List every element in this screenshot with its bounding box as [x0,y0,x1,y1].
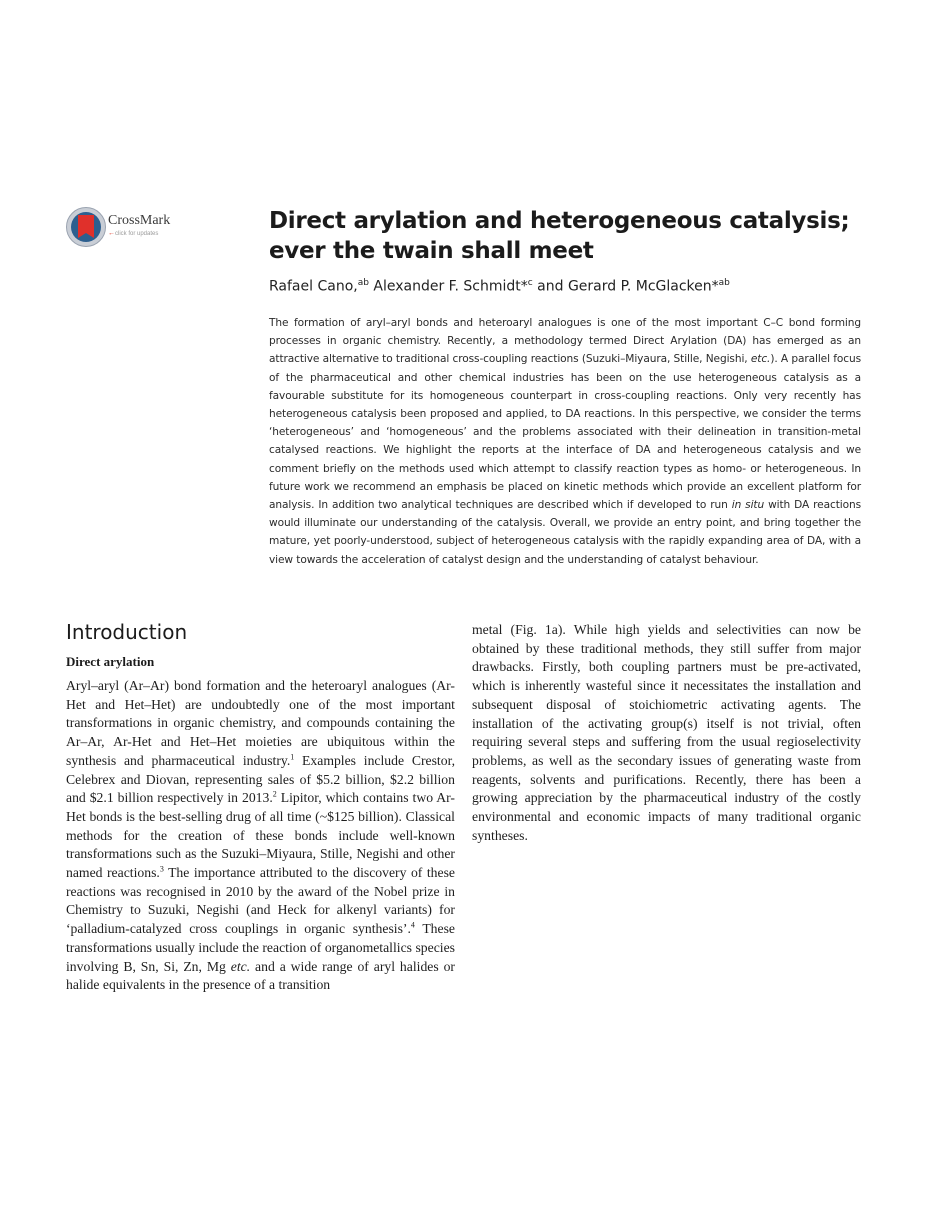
crossmark-bookmark-icon[interactable] [66,207,106,247]
author-affiliation: ab [357,278,369,288]
reference-marker[interactable]: 4 [410,920,415,930]
abstract-italic: in situ [731,499,765,512]
body-text: and a wide range of aryl halides or halide equivalents in the presence of a transition [66,958,455,993]
abstract-text: ). A parallel focus of the pharmaceutical and other chemical industries has been on the use heterogeneous catalysis as a favourable substitute for its homogeneous counterpart in cross-coupling reactions. Only very recently has heterogeneous catalysis been proposed and applied, to DA reactions. In this perspective, we consider the terms ‘heterogeneous’ and ‘homogeneous’ and the problems associated with their delineation in transition-metal catalysed reactions. We highlight the reports at the interface of DA and heterogeneous catalysis and we comment briefly on the methods used which attempt to classify reaction types as homo- or heterogeneous. In future work we recommend an emphasis be placed on kinetic methods which provide an excellent platform for analysis. In addition two analytical techniques are described which if developed to run [269,353,861,512]
author-affiliation: c [527,278,533,288]
body-text: Examples include Crestor, Celebrex and Diovan, representing sales of $5.2 billion, $2.2 billion and $2.1 billion respectively in 2013. [66,752,455,806]
reference-marker[interactable]: 3 [159,864,164,874]
section-heading: Introduction [66,620,188,644]
author-name: Rafael Cano, [269,278,358,295]
body-text: Aryl–aryl (Ar–Ar) bond formation and the heteroaryl analogues (Ar-Het and Het–Het) are undoubtedly one of the most important transformations in organic chemistry, and compounds containing the Ar–Ar, Ar-Het and Het–Het moieties are ubiquitous within the synthesis and pharmaceutical industry. [66,678,455,768]
abstract-italic: etc. [750,353,771,366]
crossmark-subtext: click for updates [115,231,159,237]
body-column-left [66,677,455,995]
body-text: Lipitor, which contains two Ar-Het bonds is the best-selling drug of all time (~$125 billion). Classical methods for the creation of these bonds include well-known transformations such as the Suzuki–Miyaura, Stille, Negishi and other named reactions. [66,790,455,881]
crossmark-badge[interactable] [66,207,186,249]
body-text: The importance attributed to the discovery of these reactions was recognised in 2010 by the award of the Nobel prize in Chemistry to Suzuki, Negishi (and Heck for alkenyl variants) for ‘palladium-catalyzed cross couplings in organic synthesis’. [66,865,455,937]
body-italic: etc. [230,958,251,974]
abstract-text: with DA reactions would illuminate our understanding of the catalysis. Overall, we provide an entry point, and bring together the mature, yet poorly-understood, subject of heterogeneous catalysis with the rapidly expanding area of DA, with a view towards the acceleration of catalyst design and the understanding of catalyst behaviour. [269,499,861,566]
body-column-right: metal (Fig. 1a). While high yields and selectivities can now be obtained by these traditional methods, they still suffer from major drawbacks. Firstly, both coupling partners must be pre-activated, which is inherently wasteful since it necessitates the installation and subsequent disposal of stoichiometric activating agents. The installation of the activating group(s) itself is not trivial, often requiring several steps and suffering from the usual regioselectivity problems, as well as the secondary issues of generating waste from reagents, solvents and purifications. Recently, there has been a growing appreciation by the pharmaceutical industry of the costly environmental and economic impacts of many traditional organic syntheses. [472,622,861,843]
crossmark-label[interactable]: CrossMark [108,213,171,228]
abstract [269,314,861,569]
abstract-text: The formation of aryl–aryl bonds and heteroaryl analogues is one of the most important C–C bond forming processes in organic chemistry. Recently, a methodology termed Direct Arylation (DA) has emerged as an attractive alternative to traditional cross-coupling reactions (Suzuki–Miyaura, Stille, Negishi, [269,317,861,366]
author-separator: and [532,278,568,295]
author-list [269,278,869,295]
body-text: These transformations usually include the reaction of organometallics species involving B, Sn, Si, Zn, Mg [66,921,456,974]
author-affiliation: ab [718,278,730,288]
crossmark-subtext-row[interactable] [108,230,158,237]
arrow-left-icon: ← [108,230,115,237]
reference-marker[interactable]: 1 [290,752,295,762]
subsection-heading: Direct arylation [66,654,155,669]
author-name: Gerard P. McGlacken* [567,278,719,295]
author-name: Alexander F. Schmidt* [373,278,528,295]
article-title: Direct arylation and heterogeneous catalysis; ever the twain shall meet [269,208,850,264]
reference-marker[interactable]: 2 [272,789,277,799]
